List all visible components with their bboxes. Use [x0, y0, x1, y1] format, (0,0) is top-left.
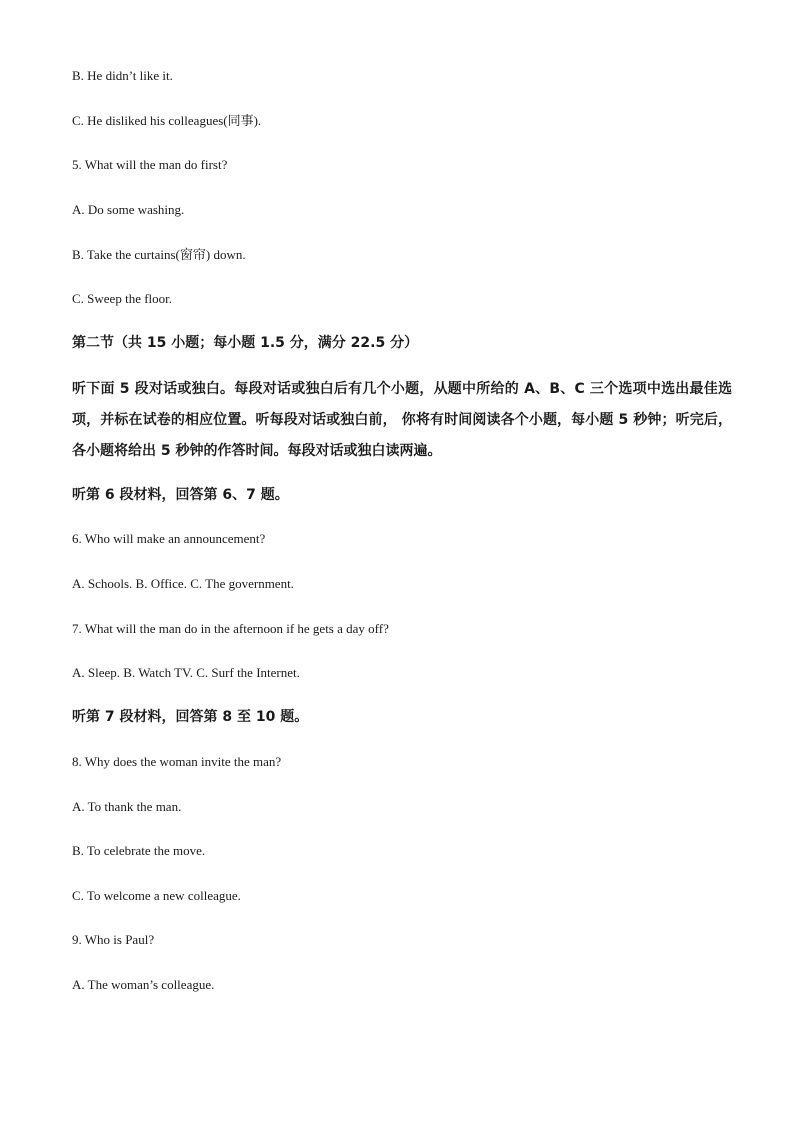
option-5c: C. Sweep the floor. [72, 291, 173, 306]
material-7-heading: 听第 7 段材料，回答第 8 至 10 题。 [72, 709, 309, 725]
question-9: 9. Who is Paul? [72, 932, 155, 947]
section-2-instructions: 听下面 5 段对话或独白。每段对话或独白后有几个小题，从题中所给的 A、B、C 三个选项中选出最佳选项，并标在试卷的相应位置。听每段对话或独白前， 你将有时间阅读各个小题，每小题 5 秒钟；听完后，各小题将给出 5 秒钟的作答时间。每段对话或独白读两遍。 [72, 381, 732, 459]
question-8: 8. Why does the woman invite the man? [72, 754, 282, 769]
options-6: A. Schools. B. Office. C. The government. [72, 576, 294, 591]
material-6-heading: 听第 6 段材料，回答第 6、7 题。 [72, 487, 289, 503]
option-9a: A. The woman’s colleague. [72, 977, 215, 992]
document-page [72, 0, 732, 1123]
section-2-heading: 第二节（共 15 小题；每小题 1.5 分，满分 22.5 分） [72, 335, 419, 351]
option-4c: C. He disliked his colleagues(同事). [72, 113, 262, 128]
options-7: A. Sleep. B. Watch TV. C. Surf the Internet. [72, 665, 300, 680]
question-7: 7. What will the man do in the afternoon if he gets a day off? [72, 621, 389, 636]
option-8a: A. To thank the man. [72, 799, 182, 814]
option-4b: B. He didn’t like it. [72, 68, 173, 83]
option-8c: C. To welcome a new colleague. [72, 888, 241, 903]
question-5: 5. What will the man do first? [72, 157, 228, 172]
option-5a: A. Do some washing. [72, 202, 185, 217]
option-8b: B. To celebrate the move. [72, 843, 206, 858]
question-6: 6. Who will make an announcement? [72, 531, 266, 546]
option-5b: B. Take the curtains(窗帘) down. [72, 247, 246, 262]
